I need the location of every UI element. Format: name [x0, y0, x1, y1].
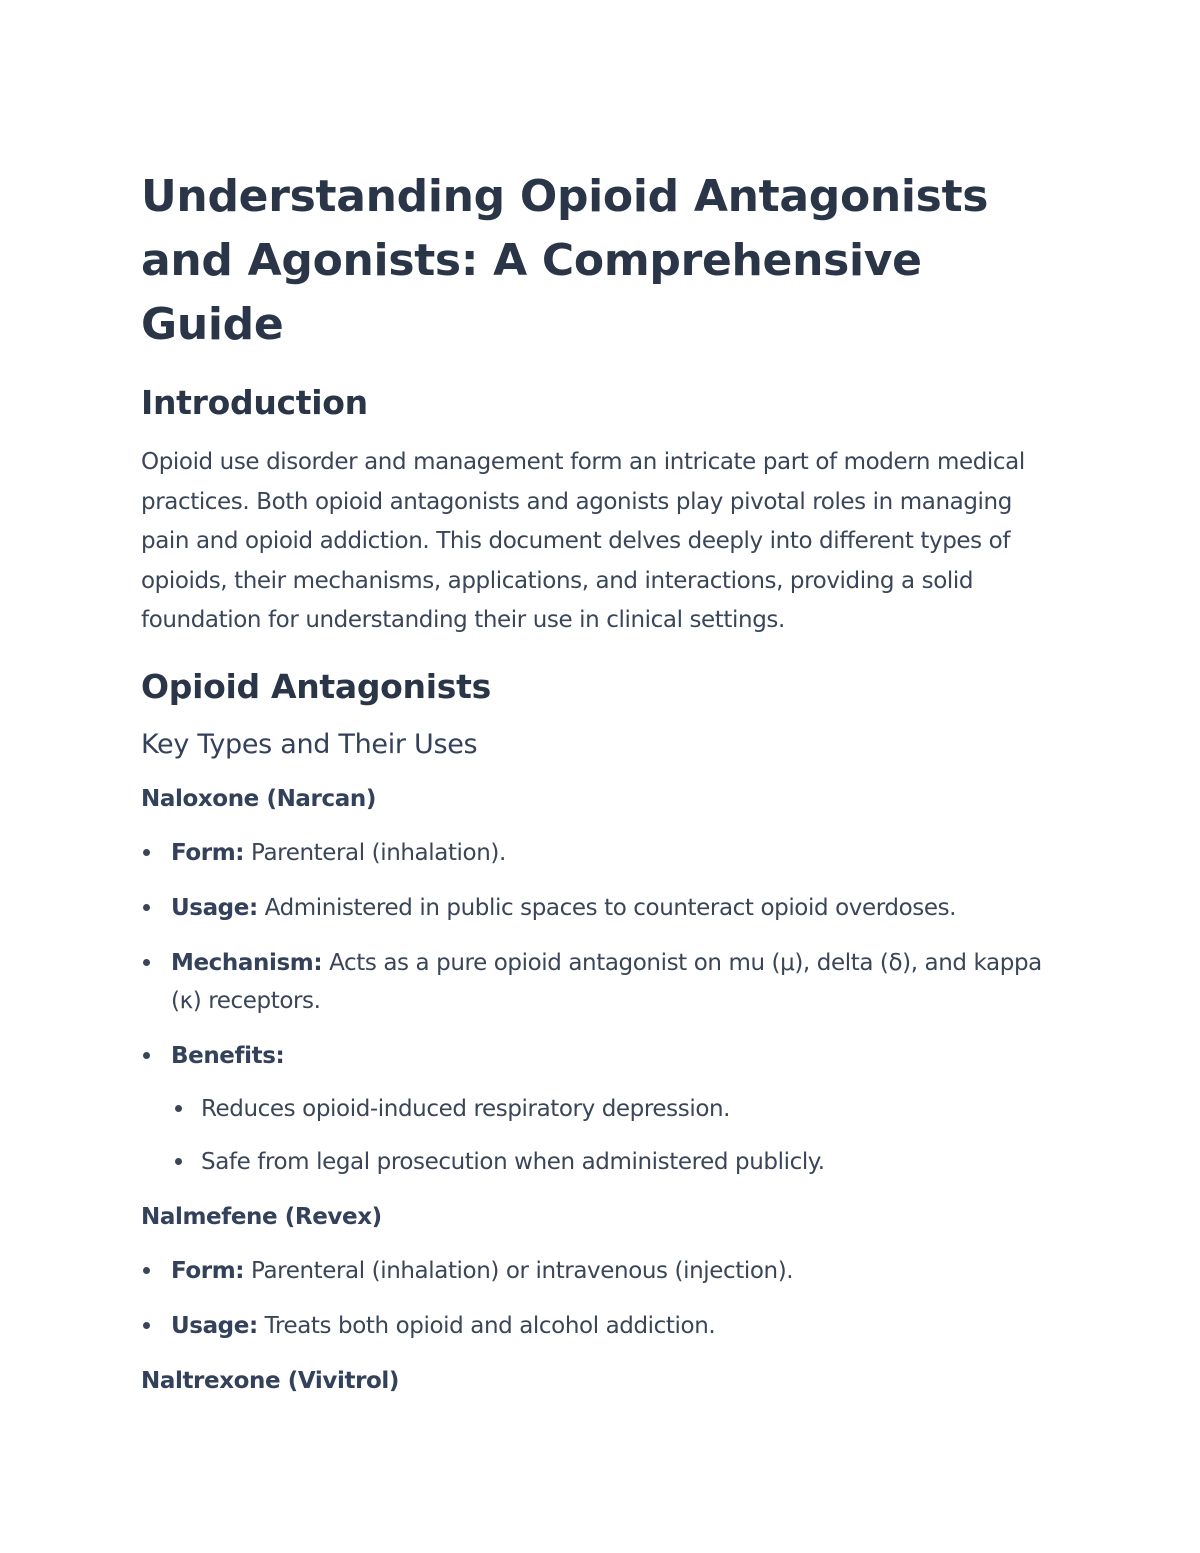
list-item	[141, 1037, 1061, 1181]
nalmefene-heading: Nalmefene (Revex)	[141, 1203, 382, 1230]
benefits-list	[171, 1090, 1061, 1181]
document-page	[141, 165, 1061, 1399]
list-item	[141, 944, 1061, 1020]
list-item: Safe from legal prosecution when administered publicly.	[171, 1143, 1061, 1181]
usage-text: Administered in public spaces to counteract opioid overdoses.	[264, 894, 957, 921]
list-item	[141, 834, 1061, 872]
nalmefene-list	[141, 1252, 1061, 1345]
form-text: Parenteral (inhalation).	[251, 839, 506, 866]
list-item	[141, 1307, 1061, 1345]
usage-label: Usage:	[171, 1312, 258, 1339]
usage-label: Usage:	[171, 894, 258, 921]
form-label: Form:	[171, 839, 245, 866]
list-item	[141, 1252, 1061, 1290]
introduction-heading: Introduction	[141, 383, 368, 422]
mechanism-text: Acts as a pure opioid antagonist on mu (μ), delta (δ), and kappa (κ) receptors.	[171, 949, 1042, 1014]
document-title: Understanding Opioid Antagonists and Agonists: A Comprehensive Guide	[141, 171, 989, 350]
usage-text: Treats both opioid and alcohol addiction.	[264, 1312, 716, 1339]
list-item	[141, 889, 1061, 927]
naloxone-list	[141, 834, 1061, 1181]
mechanism-label: Mechanism:	[171, 949, 323, 976]
form-label: Form:	[171, 1257, 245, 1284]
key-types-subheading: Key Types and Their Uses	[141, 728, 478, 760]
form-text: Parenteral (inhalation) or intravenous (injection).	[251, 1257, 794, 1284]
benefits-label: Benefits:	[171, 1042, 285, 1069]
naltrexone-heading: Naltrexone (Vivitrol)	[141, 1367, 400, 1394]
list-item: Reduces opioid-induced respiratory depression.	[171, 1090, 1061, 1128]
opioid-antagonists-heading: Opioid Antagonists	[141, 666, 491, 706]
naloxone-heading: Naloxone (Narcan)	[141, 785, 376, 812]
introduction-paragraph: Opioid use disorder and management form an intricate part of modern medical practices. Both opioid antagonists and agonists play pivotal roles in managing pain and opioid addiction. This document delves deeply into different types of opioids, their mechanisms, applications, and interactions, providing a solid foundation for understanding their use in clinical settings.	[141, 449, 1025, 634]
